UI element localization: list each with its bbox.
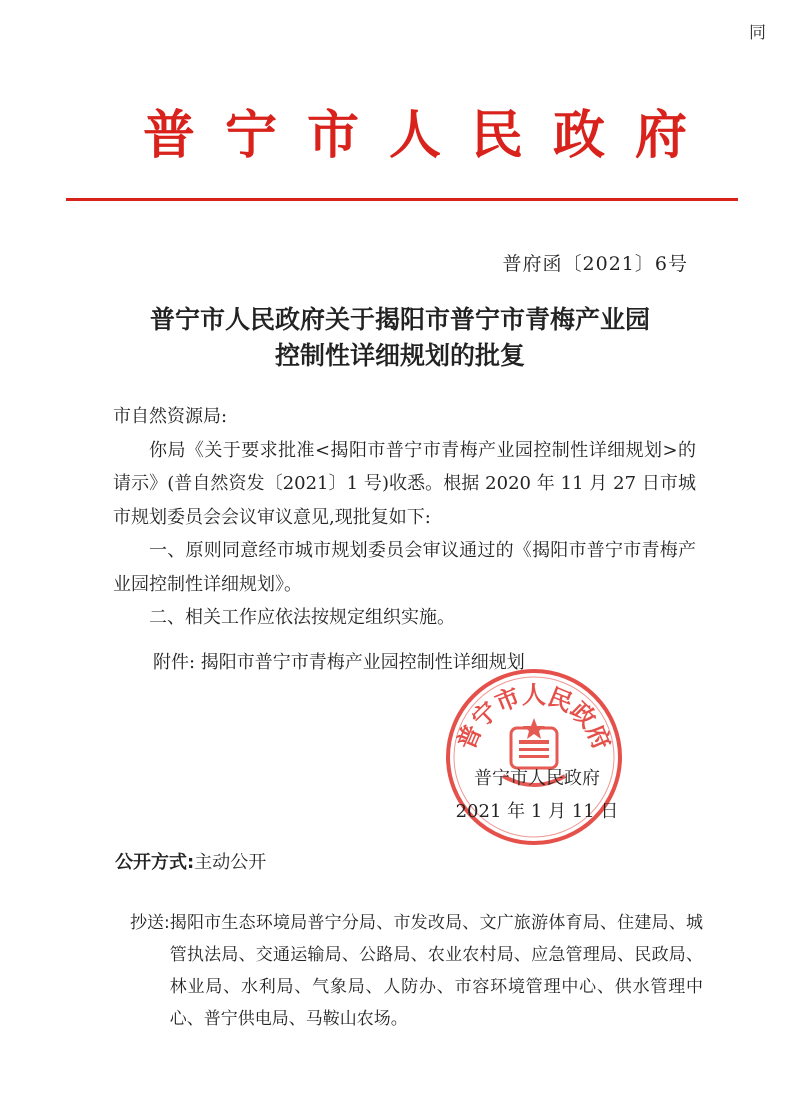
cc-recipients: 揭阳市生态环境局普宁分局、市发改局、文广旅游体育局、住建局、城管执法局、交通运输局、公路局、农业农村局、应急管理局、民政局、林业局、水利局、气象局、人防办、市容环境管理中心、供水管理中心、普宁供电局、马鞍山农场。 — [169, 913, 703, 1029]
signature-block — [453, 762, 621, 828]
body-paragraph-3: 二、相关工作应依法按规定组织实施。 — [149, 607, 455, 628]
disclosure-method — [115, 848, 266, 874]
document-title — [40, 302, 760, 374]
letterhead-title: 普宁市人民政府 — [142, 105, 717, 166]
disclosure-label: 公开方式: — [115, 852, 195, 873]
signer-date: 2021 年 1 月 11 日 — [455, 801, 619, 822]
document-number: 普府函〔2021〕6号 — [502, 253, 688, 275]
title-line-2: 控制性详细规划的批复 — [274, 341, 525, 370]
body-paragraph-1: 你局《关于要求批准<揭阳市普宁市青梅产业园控制性详细规划>的请示》(普自然资发〔2021〕1 号)收悉。根据 2020 年 11 月 27 日市城市规划委员会会议审议意见,现批复如下: — [113, 439, 696, 528]
body-paragraph-2: 一、原则同意经市城市规划委员会审议通过的《揭阳市普宁市青梅产业园控制性详细规划》。 — [113, 540, 696, 595]
corner-handwritten-mark: 同 — [749, 23, 766, 43]
disclosure-value: 主动公开 — [194, 852, 267, 873]
attachment-line: 附件: 揭阳市普宁市青梅产业园控制性详细规划 — [153, 652, 525, 673]
salutation: 市自然资源局: — [113, 406, 228, 427]
title-line-1: 普宁市人民政府关于揭阳市普宁市青梅产业园 — [149, 305, 650, 334]
svg-text:普宁市人民政府: 普宁市人民政府 — [451, 679, 617, 754]
cc-list — [130, 907, 703, 1035]
cc-label: 抄送: — [130, 913, 170, 933]
document-body — [113, 400, 696, 635]
letterhead-red-rule — [66, 198, 738, 201]
signer-name: 普宁市人民政府 — [474, 768, 600, 789]
